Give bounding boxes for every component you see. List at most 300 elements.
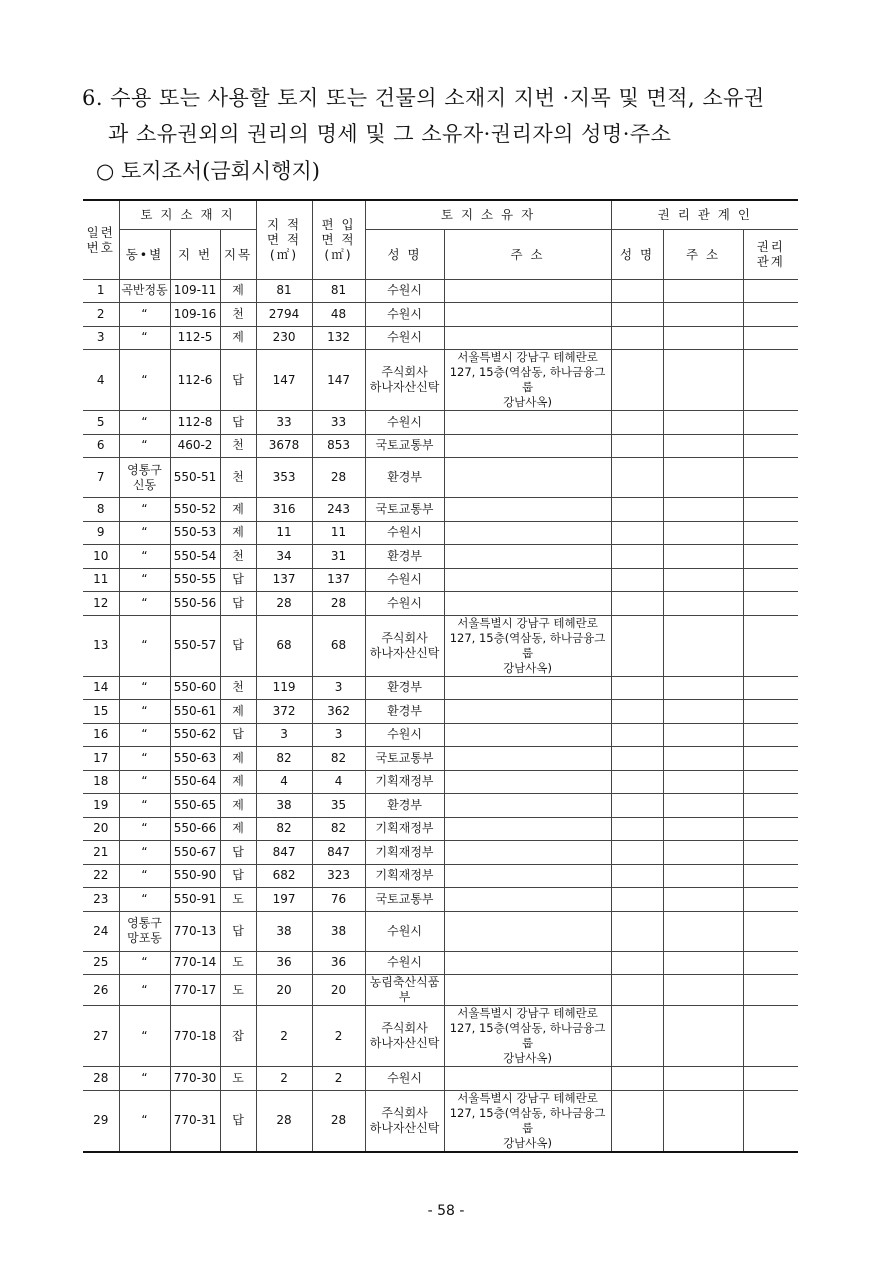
cell-owner-name: 수원시	[365, 279, 444, 303]
cell-incorporated-area: 243	[312, 498, 365, 522]
cell-jibun: 770-30	[170, 1067, 220, 1091]
cell-serial: 9	[83, 521, 119, 545]
table-row	[83, 676, 798, 700]
cell-incorporated-area: 847	[312, 841, 365, 865]
cell-jibun: 550-53	[170, 521, 220, 545]
cell-jibun: 550-55	[170, 568, 220, 592]
cell-rights-relation	[743, 841, 798, 865]
cell-rights-address	[663, 545, 743, 569]
cell-serial: 26	[83, 975, 119, 1006]
cell-jimok: 답	[220, 864, 256, 888]
cell-jimok: 제	[220, 521, 256, 545]
cell-serial: 28	[83, 1067, 119, 1091]
cell-area: 36	[256, 951, 312, 975]
cell-dong: 영통구 신동	[119, 458, 170, 498]
cell-jimok: 잡	[220, 1006, 256, 1067]
cell-owner-name: 기획재정부	[365, 770, 444, 794]
cell-rights-name	[611, 411, 663, 435]
cell-rights-relation	[743, 770, 798, 794]
cell-area: 38	[256, 911, 312, 951]
cell-owner-name: 국토교통부	[365, 888, 444, 912]
table-row	[83, 1090, 798, 1152]
cell-rights-address	[663, 568, 743, 592]
cell-rights-address	[663, 911, 743, 951]
cell-jibun: 550-62	[170, 723, 220, 747]
cell-rights-name	[611, 521, 663, 545]
cell-owner-name: 수원시	[365, 911, 444, 951]
cell-jimok: 제	[220, 770, 256, 794]
cell-dong: “	[119, 521, 170, 545]
table-row	[83, 911, 798, 951]
heading-line-1: 6. 수용 또는 사용할 토지 또는 건물의 소재지 지번 ·지목 및 면적, 소유권	[82, 86, 765, 110]
cell-owner-address	[444, 864, 611, 888]
cell-rights-relation	[743, 817, 798, 841]
cell-rights-address	[663, 326, 743, 350]
cell-area: 28	[256, 592, 312, 616]
cell-incorporated-area: 137	[312, 568, 365, 592]
cell-incorporated-area: 81	[312, 279, 365, 303]
cell-dong: “	[119, 951, 170, 975]
cell-rights-address	[663, 1067, 743, 1091]
cell-incorporated-area: 28	[312, 1090, 365, 1152]
cell-area: 353	[256, 458, 312, 498]
cell-dong: “	[119, 1006, 170, 1067]
cell-serial: 13	[83, 615, 119, 676]
cell-jibun: 550-65	[170, 794, 220, 818]
cell-serial: 22	[83, 864, 119, 888]
cell-owner-address	[444, 568, 611, 592]
cell-owner-address	[444, 817, 611, 841]
cell-rights-relation	[743, 794, 798, 818]
cell-incorporated-area: 35	[312, 794, 365, 818]
cell-rights-address	[663, 498, 743, 522]
cell-area: 2	[256, 1006, 312, 1067]
cell-rights-relation	[743, 279, 798, 303]
cell-owner-address	[444, 770, 611, 794]
cell-rights-address	[663, 1090, 743, 1152]
table-row	[83, 864, 798, 888]
cell-owner-name: 수원시	[365, 723, 444, 747]
cell-jimok: 답	[220, 592, 256, 616]
cell-rights-name	[611, 975, 663, 1006]
cell-rights-relation	[743, 411, 798, 435]
table-row	[83, 434, 798, 458]
cell-rights-address	[663, 794, 743, 818]
cell-rights-address	[663, 975, 743, 1006]
cell-incorporated-area: 76	[312, 888, 365, 912]
cell-dong: 영통구 망포동	[119, 911, 170, 951]
cell-incorporated-area: 2	[312, 1067, 365, 1091]
cell-jimok: 답	[220, 841, 256, 865]
cell-owner-address	[444, 521, 611, 545]
cell-rights-relation	[743, 911, 798, 951]
cell-rights-name	[611, 676, 663, 700]
cell-rights-name	[611, 498, 663, 522]
cell-jibun: 550-57	[170, 615, 220, 676]
cell-jibun: 550-90	[170, 864, 220, 888]
cell-rights-relation	[743, 951, 798, 975]
cell-serial: 21	[83, 841, 119, 865]
cell-owner-name: 환경부	[365, 794, 444, 818]
cell-jibun: 460-2	[170, 434, 220, 458]
cell-rights-relation	[743, 700, 798, 724]
cell-serial: 14	[83, 676, 119, 700]
cell-jimok: 제	[220, 326, 256, 350]
table-row	[83, 545, 798, 569]
cell-owner-address	[444, 723, 611, 747]
cell-incorporated-area: 853	[312, 434, 365, 458]
cell-incorporated-area: 82	[312, 817, 365, 841]
table-row	[83, 1067, 798, 1091]
cell-jibun: 112-6	[170, 350, 220, 411]
table-row	[83, 794, 798, 818]
cell-jibun: 550-52	[170, 498, 220, 522]
cell-rights-address	[663, 770, 743, 794]
header-rights-name: 성 명	[611, 229, 663, 279]
cell-owner-name: 기획재정부	[365, 864, 444, 888]
cell-dong: “	[119, 676, 170, 700]
table-header	[83, 200, 798, 279]
cell-jibun: 109-11	[170, 279, 220, 303]
cell-incorporated-area: 33	[312, 411, 365, 435]
cell-dong: “	[119, 568, 170, 592]
cell-rights-name	[611, 911, 663, 951]
cell-serial: 25	[83, 951, 119, 975]
cell-owner-name: 환경부	[365, 458, 444, 498]
cell-owner-name: 주식회사 하나자산신탁	[365, 615, 444, 676]
cell-serial: 15	[83, 700, 119, 724]
cell-owner-address: 서울특별시 강남구 테헤란로 127, 15층(역삼동, 하나금융그룹 강남사옥)	[444, 350, 611, 411]
cell-owner-address	[444, 545, 611, 569]
cell-rights-name	[611, 951, 663, 975]
cell-rights-name	[611, 817, 663, 841]
cell-incorporated-area: 31	[312, 545, 365, 569]
cell-jimok: 천	[220, 458, 256, 498]
cell-area: 82	[256, 817, 312, 841]
cell-area: 11	[256, 521, 312, 545]
cell-rights-relation	[743, 1067, 798, 1091]
header-owner-group: 토 지 소 유 자	[365, 200, 611, 229]
cell-owner-address	[444, 592, 611, 616]
cell-dong: “	[119, 545, 170, 569]
header-jibun: 지 번	[170, 229, 220, 279]
cell-jibun: 770-13	[170, 911, 220, 951]
cell-area: 28	[256, 1090, 312, 1152]
cell-serial: 5	[83, 411, 119, 435]
cell-dong: “	[119, 350, 170, 411]
cell-area: 197	[256, 888, 312, 912]
cell-rights-address	[663, 1006, 743, 1067]
cell-dong: “	[119, 592, 170, 616]
cell-rights-name	[611, 1006, 663, 1067]
cell-jimok: 천	[220, 676, 256, 700]
cell-owner-name: 주식회사 하나자산신탁	[365, 1006, 444, 1067]
table-row	[83, 975, 798, 1006]
cell-owner-address	[444, 951, 611, 975]
cell-owner-name: 수원시	[365, 326, 444, 350]
cell-area: 230	[256, 326, 312, 350]
cell-owner-name: 환경부	[365, 676, 444, 700]
cell-rights-address	[663, 434, 743, 458]
cell-serial: 7	[83, 458, 119, 498]
cell-rights-relation	[743, 326, 798, 350]
table-row	[83, 817, 798, 841]
cell-jimok: 제	[220, 794, 256, 818]
cell-rights-relation	[743, 545, 798, 569]
cell-incorporated-area: 48	[312, 303, 365, 327]
cell-area: 82	[256, 747, 312, 771]
cell-rights-address	[663, 592, 743, 616]
cell-serial: 4	[83, 350, 119, 411]
cell-rights-relation	[743, 498, 798, 522]
header-rights-group: 권 리 관 계 인	[611, 200, 798, 229]
cell-dong: “	[119, 498, 170, 522]
cell-serial: 17	[83, 747, 119, 771]
cell-rights-name	[611, 615, 663, 676]
cell-incorporated-area: 28	[312, 592, 365, 616]
cell-owner-address	[444, 498, 611, 522]
cell-rights-relation	[743, 723, 798, 747]
cell-rights-relation	[743, 975, 798, 1006]
cell-dong: “	[119, 888, 170, 912]
cell-incorporated-area: 82	[312, 747, 365, 771]
cell-jibun: 550-60	[170, 676, 220, 700]
cell-incorporated-area: 38	[312, 911, 365, 951]
section-heading	[82, 80, 822, 152]
table-row	[83, 568, 798, 592]
cell-jibun: 109-16	[170, 303, 220, 327]
table-row	[83, 521, 798, 545]
cell-owner-address	[444, 434, 611, 458]
table-row	[83, 615, 798, 676]
cell-serial: 23	[83, 888, 119, 912]
cell-jibun: 770-18	[170, 1006, 220, 1067]
cell-owner-name: 국토교통부	[365, 747, 444, 771]
cell-rights-name	[611, 434, 663, 458]
cell-rights-name	[611, 458, 663, 498]
table-row	[83, 700, 798, 724]
cell-jimok: 천	[220, 434, 256, 458]
cell-rights-name	[611, 568, 663, 592]
cell-rights-address	[663, 864, 743, 888]
cell-incorporated-area: 4	[312, 770, 365, 794]
cell-jimok: 답	[220, 568, 256, 592]
cell-owner-address	[444, 411, 611, 435]
cell-serial: 19	[83, 794, 119, 818]
table-row	[83, 888, 798, 912]
cell-jimok: 도	[220, 1067, 256, 1091]
cell-jimok: 도	[220, 975, 256, 1006]
cell-jibun: 550-66	[170, 817, 220, 841]
header-serial: 일련 번호	[83, 200, 119, 279]
cell-rights-relation	[743, 521, 798, 545]
cell-dong: “	[119, 975, 170, 1006]
cell-rights-address	[663, 700, 743, 724]
cell-dong: 곡반정동	[119, 279, 170, 303]
cell-serial: 24	[83, 911, 119, 951]
table-row	[83, 770, 798, 794]
cell-owner-address	[444, 975, 611, 1006]
cell-rights-address	[663, 615, 743, 676]
cell-rights-address	[663, 521, 743, 545]
cell-jibun: 770-31	[170, 1090, 220, 1152]
cell-owner-name: 수원시	[365, 1067, 444, 1091]
cell-incorporated-area: 11	[312, 521, 365, 545]
table-row	[83, 841, 798, 865]
cell-area: 682	[256, 864, 312, 888]
cell-rights-relation	[743, 1006, 798, 1067]
cell-incorporated-area: 68	[312, 615, 365, 676]
cell-jimok: 천	[220, 303, 256, 327]
cell-area: 3	[256, 723, 312, 747]
cell-owner-name: 국토교통부	[365, 434, 444, 458]
cell-dong: “	[119, 794, 170, 818]
land-survey-table	[83, 199, 798, 1153]
table-row	[83, 350, 798, 411]
cell-serial: 6	[83, 434, 119, 458]
cell-rights-name	[611, 1090, 663, 1152]
cell-rights-address	[663, 723, 743, 747]
table-row	[83, 592, 798, 616]
cell-owner-address	[444, 911, 611, 951]
table-row	[83, 303, 798, 327]
cell-owner-name: 수원시	[365, 568, 444, 592]
cell-serial: 27	[83, 1006, 119, 1067]
header-location-group: 토 지 소 재 지	[119, 200, 256, 229]
cell-owner-address	[444, 747, 611, 771]
cell-rights-address	[663, 817, 743, 841]
cell-incorporated-area: 3	[312, 676, 365, 700]
table-row	[83, 498, 798, 522]
header-incorporated-area: 편 입 면 적 (㎡)	[312, 200, 365, 279]
cell-owner-address	[444, 458, 611, 498]
cell-incorporated-area: 28	[312, 458, 365, 498]
cell-rights-relation	[743, 568, 798, 592]
cell-rights-relation	[743, 864, 798, 888]
table-row	[83, 1006, 798, 1067]
cell-rights-name	[611, 723, 663, 747]
cell-jibun: 550-61	[170, 700, 220, 724]
cell-rights-name	[611, 350, 663, 411]
cell-rights-address	[663, 951, 743, 975]
cell-rights-address	[663, 676, 743, 700]
cell-serial: 16	[83, 723, 119, 747]
cell-dong: “	[119, 615, 170, 676]
cell-area: 38	[256, 794, 312, 818]
cell-dong: “	[119, 434, 170, 458]
cell-incorporated-area: 323	[312, 864, 365, 888]
cell-jimok: 천	[220, 545, 256, 569]
cell-serial: 29	[83, 1090, 119, 1152]
cell-owner-address: 서울특별시 강남구 테헤란로 127, 15층(역삼동, 하나금융그룹 강남사옥)	[444, 1090, 611, 1152]
cell-owner-name: 국토교통부	[365, 498, 444, 522]
cell-rights-name	[611, 888, 663, 912]
cell-jimok: 답	[220, 1090, 256, 1152]
cell-area: 147	[256, 350, 312, 411]
cell-rights-address	[663, 458, 743, 498]
cell-dong: “	[119, 303, 170, 327]
cell-jibun: 550-54	[170, 545, 220, 569]
cell-jibun: 112-8	[170, 411, 220, 435]
cell-owner-name: 수원시	[365, 951, 444, 975]
cell-incorporated-area: 2	[312, 1006, 365, 1067]
cell-owner-address: 서울특별시 강남구 테헤란로 127, 15층(역삼동, 하나금융그룹 강남사옥)	[444, 1006, 611, 1067]
cell-jibun: 112-5	[170, 326, 220, 350]
cell-dong: “	[119, 723, 170, 747]
cell-rights-name	[611, 864, 663, 888]
cell-rights-relation	[743, 303, 798, 327]
cell-owner-name: 환경부	[365, 700, 444, 724]
cell-jibun: 550-63	[170, 747, 220, 771]
cell-rights-address	[663, 279, 743, 303]
cell-rights-relation	[743, 676, 798, 700]
cell-area: 372	[256, 700, 312, 724]
cell-incorporated-area: 36	[312, 951, 365, 975]
table-row	[83, 458, 798, 498]
cell-rights-address	[663, 350, 743, 411]
cell-serial: 11	[83, 568, 119, 592]
cell-jimok: 제	[220, 498, 256, 522]
table-row	[83, 411, 798, 435]
cell-rights-name	[611, 770, 663, 794]
cell-rights-relation	[743, 1090, 798, 1152]
cell-rights-name	[611, 841, 663, 865]
cell-rights-address	[663, 888, 743, 912]
header-jimok: 지목	[220, 229, 256, 279]
cell-owner-name: 기획재정부	[365, 841, 444, 865]
cell-area: 137	[256, 568, 312, 592]
cell-rights-relation	[743, 434, 798, 458]
cell-incorporated-area: 362	[312, 700, 365, 724]
cell-owner-name: 수원시	[365, 411, 444, 435]
table-row	[83, 723, 798, 747]
cell-jimok: 제	[220, 817, 256, 841]
cell-jibun: 770-17	[170, 975, 220, 1006]
cell-jimok: 답	[220, 411, 256, 435]
cell-jimok: 답	[220, 615, 256, 676]
header-dong: 동•별	[119, 229, 170, 279]
table-body	[83, 279, 798, 1152]
cell-owner-name: 농림축산식품부	[365, 975, 444, 1006]
cell-incorporated-area: 20	[312, 975, 365, 1006]
table-row	[83, 279, 798, 303]
cell-owner-name: 수원시	[365, 303, 444, 327]
cell-rights-relation	[743, 615, 798, 676]
cell-rights-name	[611, 747, 663, 771]
cell-owner-name: 수원시	[365, 592, 444, 616]
cell-area: 847	[256, 841, 312, 865]
cell-owner-address	[444, 326, 611, 350]
cell-rights-name	[611, 592, 663, 616]
cell-owner-name: 환경부	[365, 545, 444, 569]
cell-area: 2	[256, 1067, 312, 1091]
cell-rights-relation	[743, 458, 798, 498]
cell-dong: “	[119, 326, 170, 350]
cell-dong: “	[119, 864, 170, 888]
cell-serial: 18	[83, 770, 119, 794]
cell-serial: 3	[83, 326, 119, 350]
cell-owner-address	[444, 279, 611, 303]
cell-incorporated-area: 3	[312, 723, 365, 747]
cell-serial: 10	[83, 545, 119, 569]
header-area: 지 적 면 적 (㎡)	[256, 200, 312, 279]
cell-jimok: 답	[220, 350, 256, 411]
cell-area: 4	[256, 770, 312, 794]
cell-rights-name	[611, 1067, 663, 1091]
header-rights-relation: 권리 관계	[743, 229, 798, 279]
cell-rights-name	[611, 700, 663, 724]
cell-owner-address	[444, 303, 611, 327]
